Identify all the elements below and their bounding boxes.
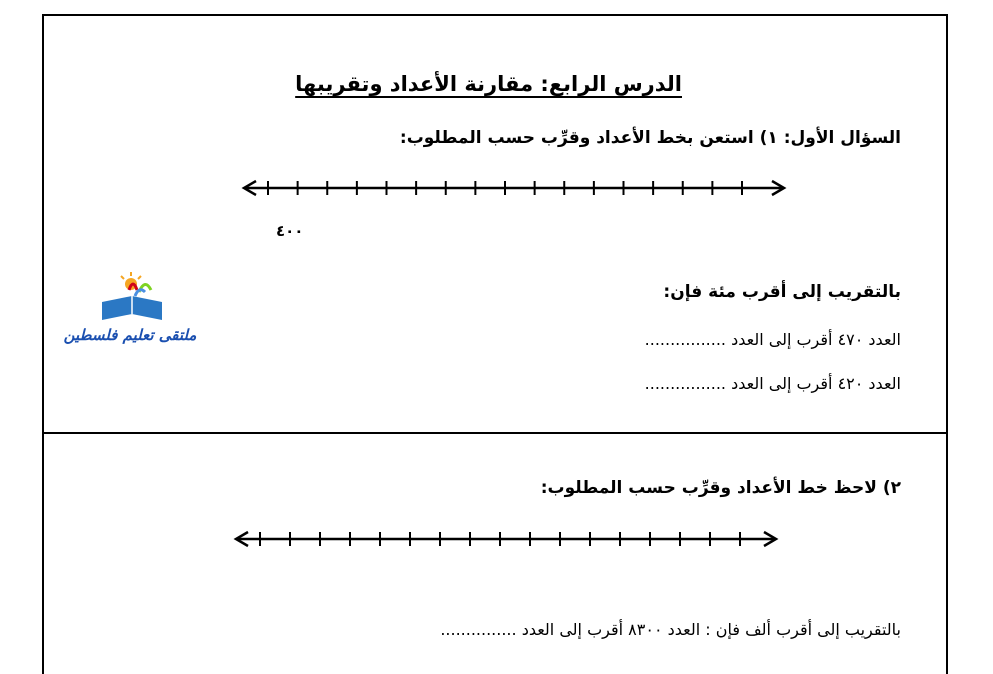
lesson-title: الدرس الرابع: مقارنة الأعداد وتقريبها: [295, 72, 682, 96]
number-line-1: [240, 174, 790, 202]
question2-heading: ٢) لاحظ خط الأعداد وقرِّب حسب المطلوب:: [540, 478, 901, 498]
question1-heading: السؤال الأول: ١) استعن بخط الأعداد وقرِّب حسب المطلوب:: [399, 128, 901, 148]
number-line-start-label: ٤٠٠: [276, 222, 304, 240]
logo-text: ملتقى تعليم فلسطين: [63, 326, 197, 344]
exercise-line-8300: بالتقريب إلى أقرب ألف فإن : العدد ٨٣٠٠ أقرب إلى العدد ...............: [440, 620, 901, 639]
exercise-line-420: العدد ٤٢٠ أقرب إلى العدد ................: [644, 374, 901, 393]
number-line-2: [232, 525, 782, 553]
section-divider: [42, 432, 948, 434]
exercise-line-470: العدد ٤٧٠ أقرب إلى العدد ................: [644, 330, 901, 349]
approx-hundred-heading: بالتقريب إلى أقرب مئة فإن:: [663, 282, 901, 302]
